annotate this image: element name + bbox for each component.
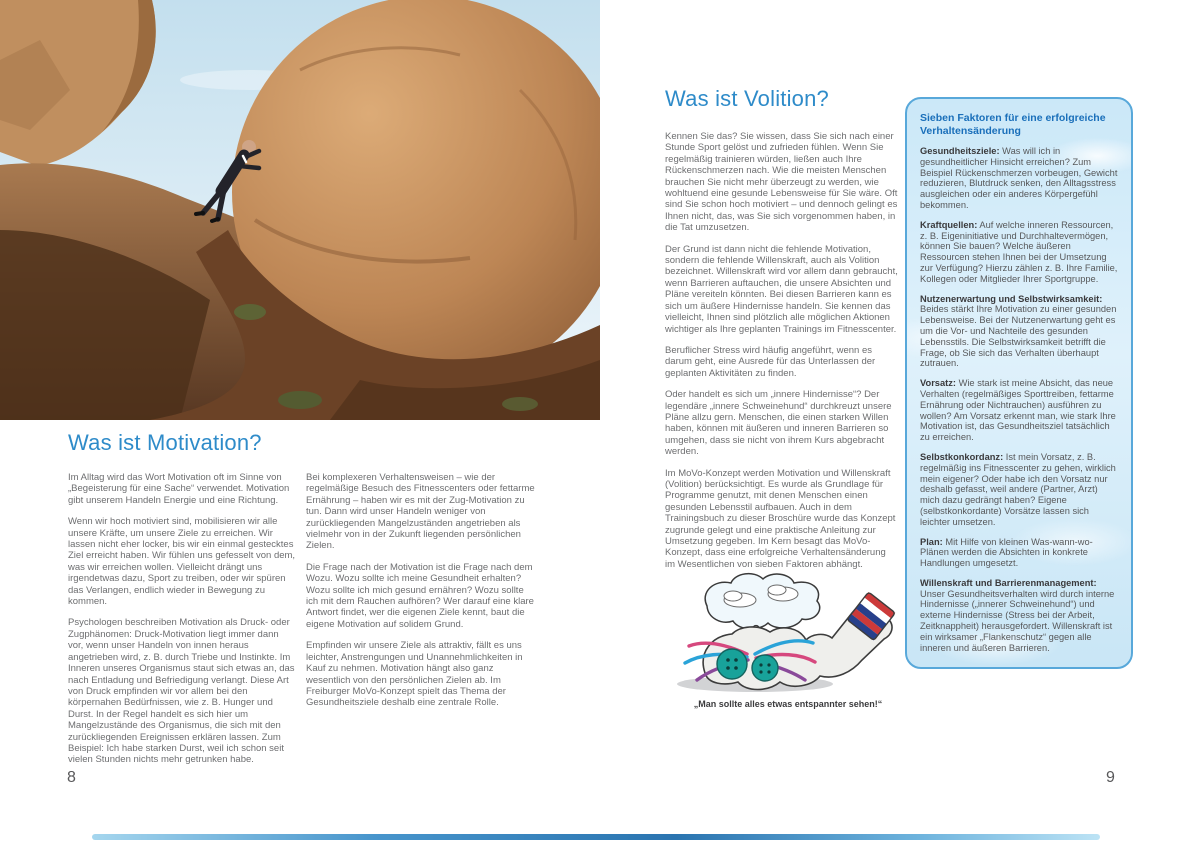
infobox-item-vorsatz (920, 378, 1118, 443)
infobox-item-label: Willenskraft und Barrierenmanagement: (920, 577, 1097, 588)
infobox-item-label: Selbstkonkordanz: (920, 451, 1004, 462)
paragraph: Im Alltag wird das Wort Motivation oft im Sinne von „Begeisterung für eine Sache“ verwendet. Motivation gibt unserem Handeln Energie und eine Richtung. (68, 472, 290, 506)
paragraph: Im MoVo-Konzept werden Motivation und Willenskraft (Volition) berücksichtigt. Es wurde als Grundlage für Programme genutzt, mit denen Menschen einen gesunden Lebensstil aufbauen. Auch in dem Trainingsbuch zu dieser Broschüre wurde das Konzept zugrunde gelegt und eine praktische Anleitung zur Umsetzung gegeben. Im Kern besagt das MoVo-Konzept, dass eine erfolgreiche Verhaltensänderung im Wesentlichen von sieben Faktoren abhängt. (665, 467, 896, 570)
heading-was-ist-volition: Was ist Volition? (665, 86, 829, 111)
infobox-item-text: Ist mein Vorsatz, z. B. regelmäßig ins Fitnesscenter zu gehen, wirklich mein eigener? Oder habe ich den Vorsatz nur deshalb gefasst, weil andere (Partner, Arzt) mich dazu gedrängt haben? Eigene (selbstkonkordante) Vorsätze lassen sich leichter umsetzen. (920, 451, 1116, 527)
infobox-item-plan (920, 537, 1118, 569)
infobox-title: Sieben Faktoren für eine erfolgreiche Verhaltensänderung (920, 112, 1106, 137)
paragraph: Psychologen beschreiben Motivation als Druck- oder Zugphänomen: Druck-Motivation liegt immer dann vor, wenn unser Handeln von innen heraus angetrieben wird, z. B. durch Triebe und Instinkte. Im Inneren unseres Organismus staut sich etwas an, das nach Entladung und Befriedigung verlangt. Diese Art von Druck empfinden wir vor allem bei den körpernahen Bedürfnissen, wie z. B. Hunger und Durst. In der Regel handelt es sich hier um Mangelzustände des Organismus, die sich mit den zurückliegenden Ereignissen erklären lassen. Zum Beispiel: Ich habe starken Durst, weil ich schon seit vielen Stunden nichts mehr getrunken habe. (68, 617, 295, 766)
infobox-item-label: Plan: (920, 536, 943, 547)
paragraph: Beruflicher Stress wird häufig angeführt, wenn es darum geht, eine Ausrede für das Unterlassen der geplanten Aktivitäten zu finden. (665, 344, 876, 379)
seven-factors-infobox (905, 97, 1133, 669)
infobox-item-text: Wie stark ist meine Absicht, das neue Verhalten (regelmäßiges Sporttreiben, fettarme Ernährung oder Nichtrauchen) ausführen zu wollen? Am Vorsatz erkennt man, wie stark Ihre Motivation ist, das Gesundheitsziel tatsächlich zu erreichen. (920, 378, 1116, 443)
infobox-item-willenskraft (920, 578, 1118, 654)
left-page-column-1 (68, 472, 296, 776)
infobox-item-text: Unser Gesundheitsverhalten wird durch interne Hindernisse („innerer Schweinehund“) und externe Hindernisse (Stress bei der Arbeit, Zeitknappheit) herausgefordert. Willenskraft ist ein wirksamer „Flankenschutz“ gegen alle inneren und äußeren Barrieren. (920, 588, 1115, 653)
infobox-item-label: Vorsatz: (920, 378, 956, 389)
infobox-item-selbstkonkordanz (920, 452, 1118, 528)
infobox-item-text: Auf welche inneren Ressourcen, z. B. Eigeninitiative und Durchhaltevermögen, können Sie bauen? Welche äußeren Ressourcen stehen Ihnen bei der Umsetzung zur Verfügung? Hierzu zählen z. B. Ihre Familie, Kollegen oder Mitglieder Ihrer Sportgruppe. (920, 219, 1118, 284)
footer-wave-bar (92, 834, 1100, 840)
cartoon-caption: „Man sollte alles etwas entspannter sehen!“ (693, 699, 883, 709)
infobox-item-text: Mit Hilfe von kleinen Was-wann-wo-Plänen werden die Absichten in konkrete Handlungen umgesetzt. (920, 536, 1093, 569)
infobox-item-kraftquellen (920, 220, 1118, 285)
infobox-item-gesundheitsziele (920, 146, 1118, 211)
infobox-item-text: Beides stärkt Ihre Motivation zu einer gesunden Lebensweise. Bei der Nutzenerwartung geht es um die Vor- und Nachteile des gesunden Lebensstils. Die Selbstwirksamkeit betrifft die Frage, ob Sie sich das Verhalten überhaupt zutrauen. (920, 304, 1117, 369)
infobox-item-label: Kraftquellen: (920, 219, 978, 230)
paragraph: Kennen Sie das? Sie wissen, dass Sie sich nach einer Stunde Sport gelöst und zufrieden fühlen. Wenn Sie regelmäßig trainieren würden, ließen auch Ihre Rückenschmerzen nach. Wie die meisten Menschen brauchen Sie nicht mehr überzeugt zu werden, wie wohltuend eine gesunde Lebensweise für Sie wäre. Oft sind Sie schon hoch motiviert – und dennoch gelingt es Ihnen nicht, das, was Sie sich vorgenommen haben, in die Tat umzusetzen. (665, 131, 898, 234)
paragraph: Bei komplexeren Verhaltensweisen – wie der regelmäßige Besuch des Fitnesscenters oder fettarme Ernährung – haben wir es mit der Zug-Motivation zu tun. Dann wird unser Handeln weniger von zurückliegenden Mangelzuständen angetrieben als vielmehr von in der Zukunft liegenden persönlichen Zielen. (306, 472, 535, 552)
infobox-item-label: Gesundheitsziele: (920, 146, 1000, 156)
photo-boulder-scene (0, 0, 600, 420)
heading-was-ist-motivation: Was ist Motivation? (68, 430, 262, 455)
infobox-item-label: Nutzenerwartung und Selbstwirksamkeit: (920, 293, 1103, 304)
infobox-item-text: Was will ich in gesundheitlicher Hinsicht erreichen? Zum Beispiel Rückenschmerzen vorbeugen, Gewicht reduzieren, Blutdruck senken, den Alltagsstress ausgleichen oder ein anderes Körpergefühl bekommen. (920, 146, 1118, 210)
paragraph: Die Frage nach der Motivation ist die Frage nach dem Wozu. Wozu sollte ich meine Gesundheit erhalten? Wozu sollte ich mich gesund ernähren? Wozu sollte ich mit dem Rauchen aufhören? Wer darauf eine klare Antwort findet, wer die eigenen Ziele kennt, baut die eigene Motivation auf solidem Grund. (306, 561, 534, 630)
page-number-left: 8 (67, 769, 76, 786)
schweinehund-cartoon (655, 572, 907, 694)
page-number-right: 9 (1106, 769, 1115, 786)
paragraph: Wenn wir hoch motiviert sind, mobilisieren wir alle unsere Kräfte, um unsere Ziele zu erreichen. Wir lassen nicht eher locker, bis wir ein einmal gestecktes Ziel erreicht haben. Wir fühlen uns gefesselt von dem, was wir erreichen wollen. Vielleicht drängt uns irgendetwas dazu, Sport zu treiben, oder wir spüren das Verlangen, endlich wieder in Bewegung zu kommen. (68, 516, 296, 608)
paragraph: Oder handelt es sich um „innere Hindernisse“? Der legendäre „innere Schweinehund“ durchkreuzt unsere Pläne allzu gern. Menschen, die einen starken Willen haben, können mit äußeren und inneren Barrieren so umgehen, dass sie nicht von ihrem Kurs abgebracht werden. (665, 389, 892, 458)
left-page-column-2 (306, 472, 538, 719)
infobox-item-nutzenerwartung (920, 294, 1118, 370)
right-page-column (665, 131, 898, 580)
paragraph: Der Grund ist dann nicht die fehlende Motivation, sondern die fehlende Willenskraft, auch als Volition bezeichnet. Willenskraft wird vor allem dann gebraucht, wenn Barrieren auftauchen, die unsere Absichten und Pläne vereiteln könnten. Bei diesen Barrieren kann es sich um äußere Hindernisse handeln. Sie kennen das vielleicht, Ihnen sind plötzlich alle möglichen Aktionen wichtiger als Ihre geplanten Trainings im Fitnesscenter. (665, 243, 898, 335)
paragraph: Empfinden wir unsere Ziele als attraktiv, fällt es uns leichter, Anstrengungen und Unannehmlichkeiten in Kauf zu nehmen. Motivation hängt also ganz wesentlich von den persönlichen Zielen ab. Im Freiburger MoVo-Konzept spielt das Thema der Gesundheitsziele deshalb eine zentrale Rolle. (306, 640, 523, 709)
